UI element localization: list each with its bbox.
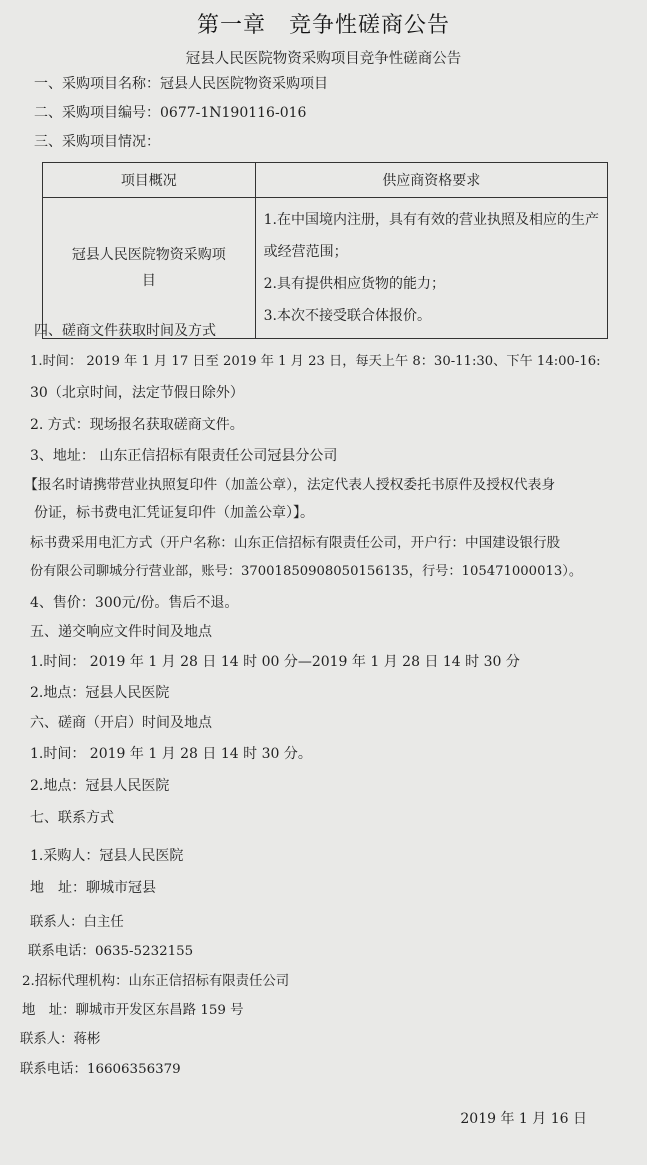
sec4-method: 2. 方式：现场报名获取磋商文件。 xyxy=(30,417,244,433)
page-title: 第一章 竞争性磋商公告 xyxy=(196,13,450,38)
table-cell-requirements xyxy=(255,198,607,339)
table-header-overview: 项目概况 xyxy=(43,163,256,198)
bank-line2: 份有限公司聊城分行营业部，账号：37001850908050156135，行号：105471000013）。 xyxy=(30,564,583,579)
sec5-time: 1.时间： 2019 年 1 月 28 日 14 时 00 分—2019 年 1 月 28 日 14 时 30 分 xyxy=(30,654,520,670)
agent-address: 地 址：聊城市开发区东昌路 159 号 xyxy=(22,1003,244,1018)
sec6-time: 1.时间： 2019 年 1 月 28 日 14 时 30 分。 xyxy=(30,746,312,762)
notice-line1: 【报名时请携带营业执照复印件（加盖公章），法定代表人授权委托书原件及授权代表身 xyxy=(24,477,556,493)
agent-contact: 联系人：蒋彬 xyxy=(20,1032,101,1047)
project-name: 一、采购项目名称：冠县人民医院物资采购项目 xyxy=(34,76,328,92)
sec6-place: 2.地点：冠县人民医院 xyxy=(30,778,170,794)
section-7-heading: 七、联系方式 xyxy=(30,810,114,826)
requirement-3: 3.本次不接受联合体报价。 xyxy=(263,308,431,324)
agent-phone: 联系电话：16606356379 xyxy=(20,1062,181,1077)
page-subtitle: 冠县人民医院物资采购项目竞争性磋商公告 xyxy=(185,51,462,67)
bank-line1: 标书费采用电汇方式（开户名称：山东正信招标有限责任公司，开户行：中国建设银行股 xyxy=(30,535,561,551)
sec4-address: 3、地址： 山东正信招标有限责任公司冠县分公司 xyxy=(30,448,338,464)
buyer-contact: 联系人：白主任 xyxy=(30,915,124,930)
section-4-heading: 四、磋商文件获取时间及方式 xyxy=(34,323,216,339)
table-cell-project: 冠县人民医院物资采购项 目 xyxy=(43,198,256,339)
sec5-place: 2.地点：冠县人民医院 xyxy=(30,685,170,701)
sec4-time-line1: 1.时间： 2019 年 1 月 17 日至 2019 年 1 月 23 日，每天上午 8：30-11:30、下午 14:00-16: xyxy=(30,354,601,369)
announcement-date: 2019 年 1 月 16 日 xyxy=(460,1111,587,1127)
section-6-heading: 六、磋商（开启）时间及地点 xyxy=(30,715,212,731)
sec4-time-line2: 30（北京时间，法定节假日除外） xyxy=(30,385,244,401)
requirement-1-line2: 或经营范围； xyxy=(263,244,348,260)
requirement-1-line1: 1.在中国境内注册，具有有效的营业执照及相应的生产 xyxy=(263,212,599,228)
table-header-requirements: 供应商资格要求 xyxy=(255,163,607,198)
price: 4、售价：300元/份。售后不退。 xyxy=(30,595,239,611)
buyer-address: 地 址：聊城市冠县 xyxy=(30,880,156,896)
requirement-2: 2.具有提供相应货物的能力； xyxy=(263,276,445,292)
agent: 2.招标代理机构：山东正信招标有限责任公司 xyxy=(22,974,290,989)
project-number: 二、采购项目编号：0677-1N190116-016 xyxy=(34,105,307,121)
buyer: 1.采购人：冠县人民医院 xyxy=(30,848,184,864)
buyer-phone: 联系电话：0635-5232155 xyxy=(28,944,194,959)
project-requirements-table xyxy=(42,162,608,339)
notice-line2: 份证，标书费电汇凭证复印件（加盖公章）】。 xyxy=(34,505,314,521)
project-situation-heading: 三、采购项目情况： xyxy=(34,134,160,150)
section-5-heading: 五、递交响应文件时间及地点 xyxy=(30,624,212,640)
